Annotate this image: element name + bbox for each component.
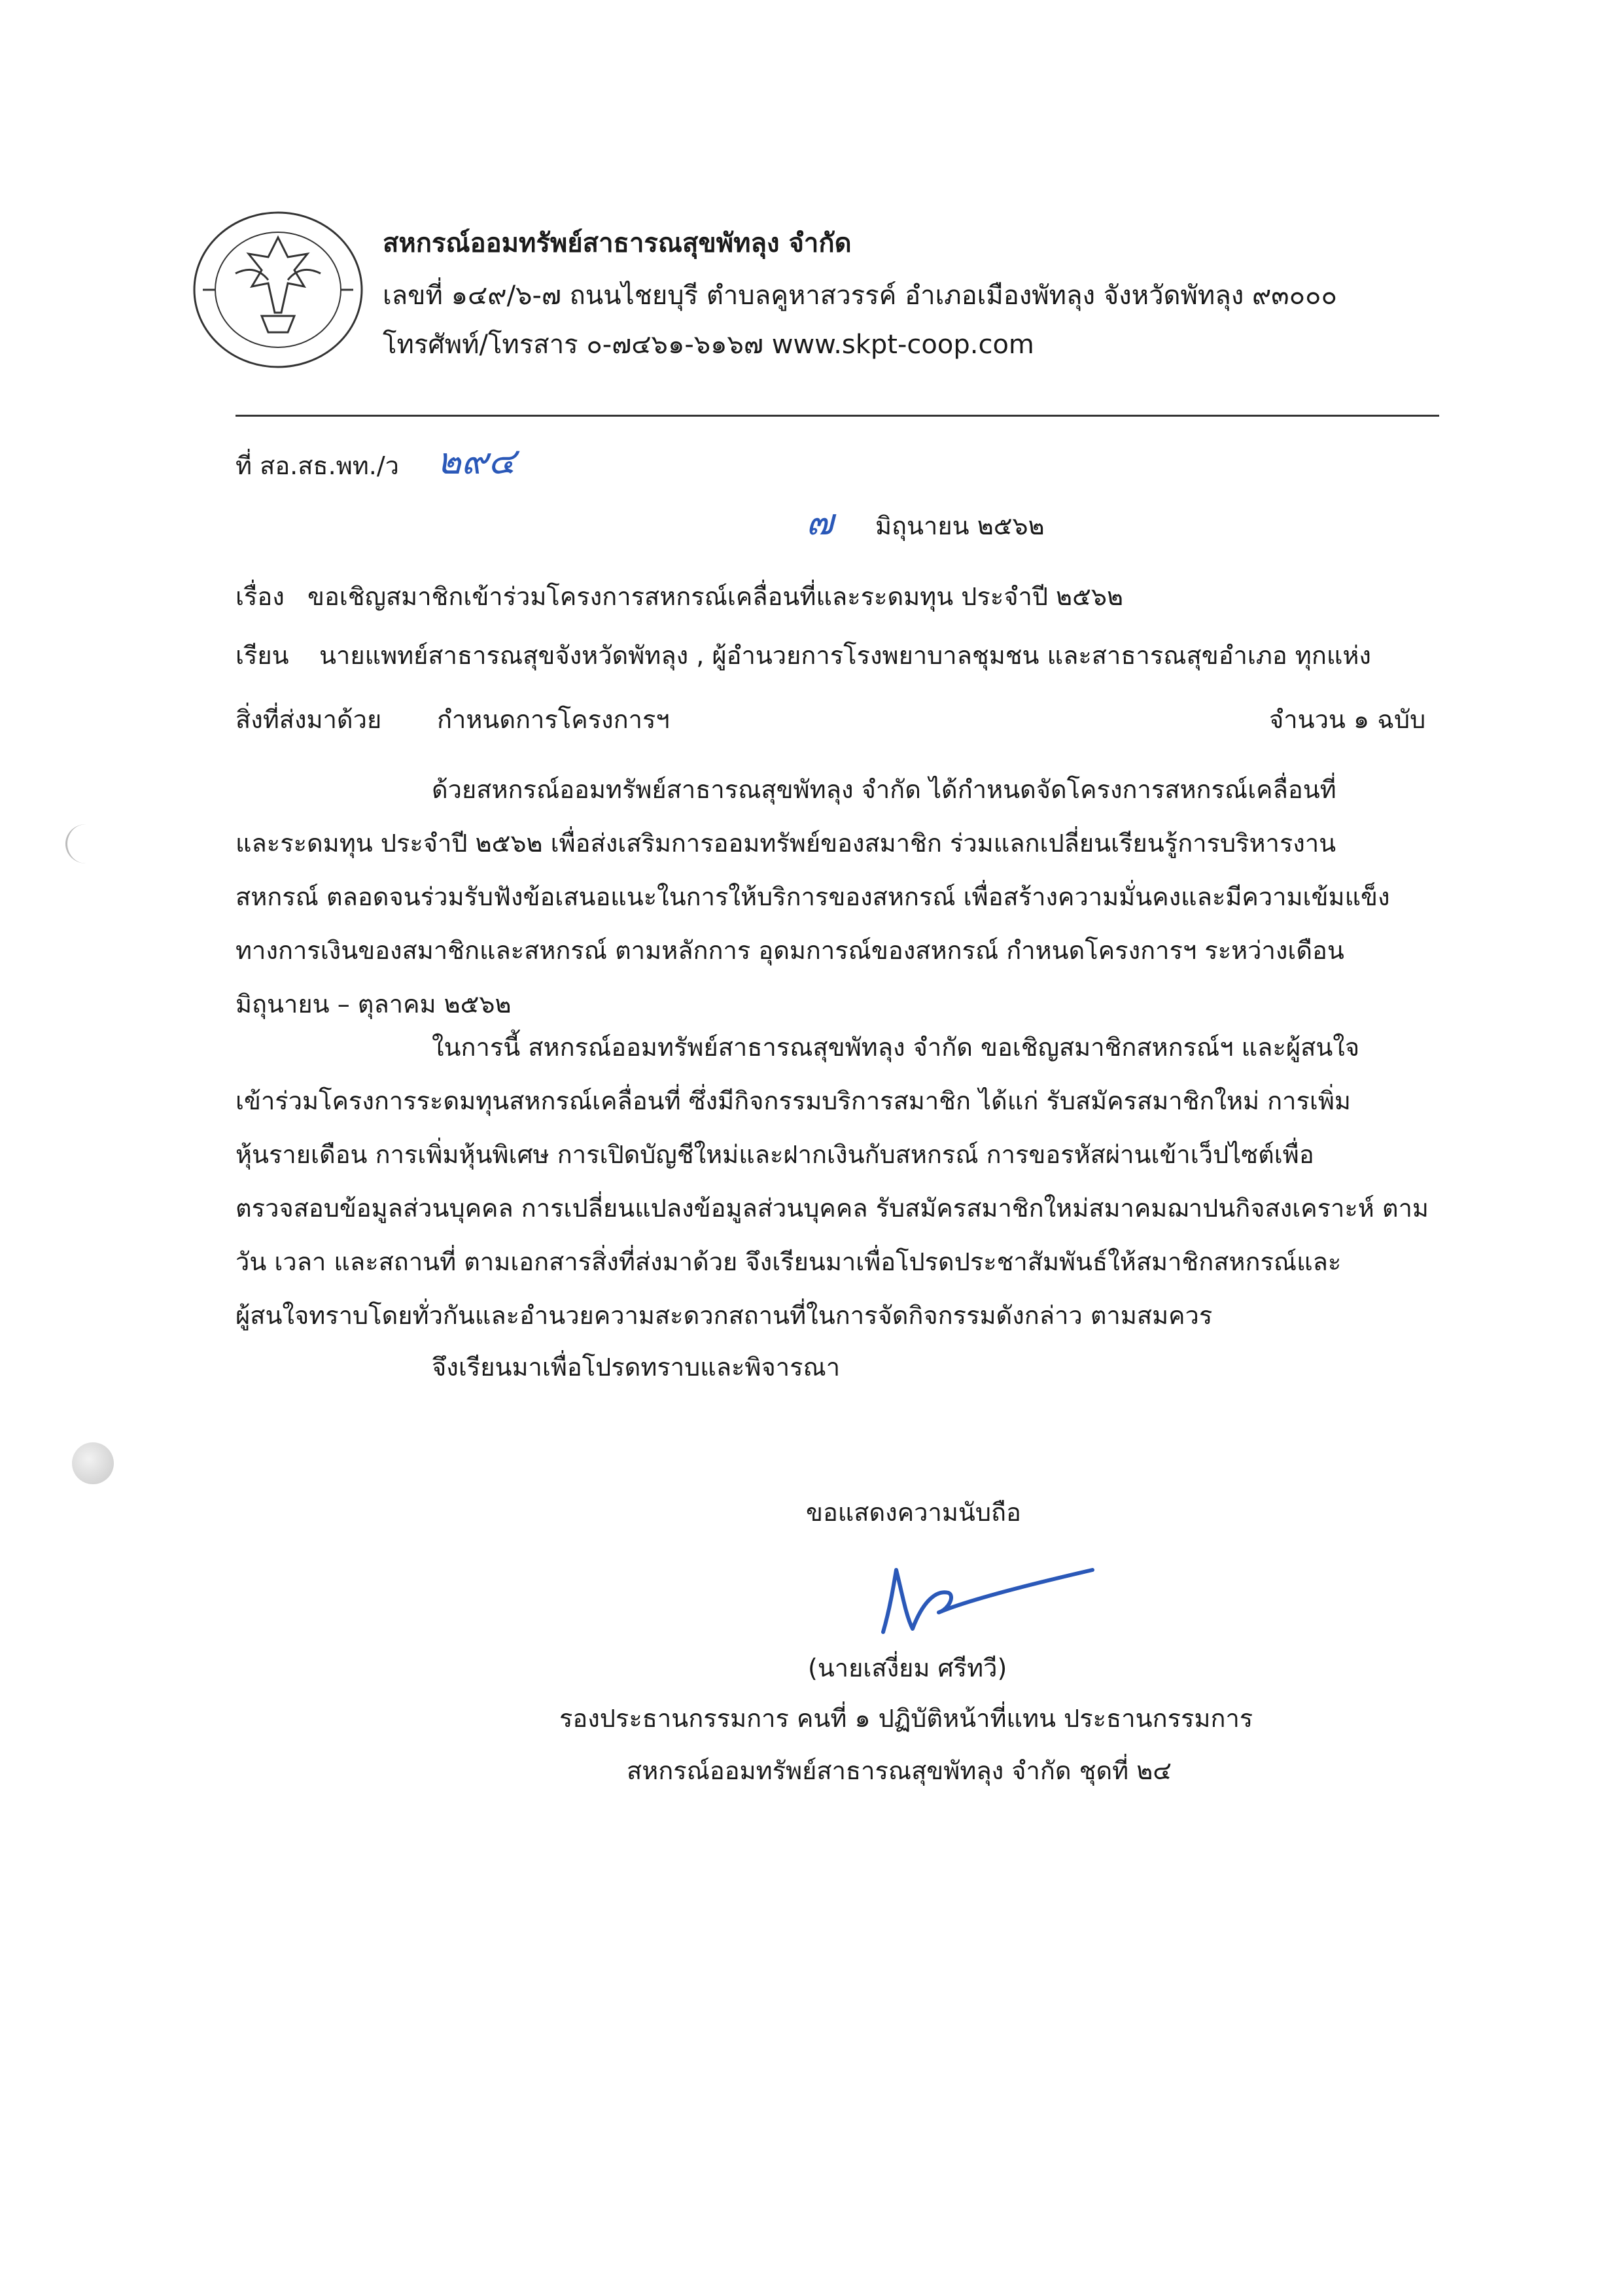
paragraph-2-line: เข้าร่วมโครงการระดมทุนสหกรณ์เคลื่อนที่ ซึ่งมีกิจกรรมบริการสมาชิก ได้แก่ รับสมัครสมาชิกใหม่ การเพิ่ม: [236, 1087, 1351, 1115]
hole-punch-mark: [65, 824, 107, 863]
enclosure-item: กำหนดการโครงการฯ: [437, 705, 670, 734]
signatory-name: (นายเสงี่ยม ศรีทวี): [808, 1654, 1007, 1682]
enclosure-quantity: จำนวน ๑ ฉบับ: [1269, 705, 1426, 734]
addressee-text: นายแพทย์สาธารณสุขจังหวัดพัทลุง , ผู้อำนวยการโรงพยาบาลชุมชน และสาธารณสุขอำเภอ ทุกแห่ง: [319, 641, 1371, 670]
paragraph-2-line: ผู้สนใจทราบโดยทั่วกันและอำนวยความสะดวกสถานที่ในการจัดกิจกรรมดังกล่าว ตามสมควร: [236, 1301, 1213, 1330]
date-month-year: มิถุนายน ๒๕๖๒: [875, 512, 1045, 540]
salutation: ขอแสดงความนับถือ: [806, 1498, 1021, 1527]
signature-scribble-icon: [877, 1544, 1112, 1642]
paragraph-1-line: และระดมทุน ประจำปี ๒๕๖๒ เพื่อส่งเสริมการออมทรัพย์ของสมาชิก ร่วมแลกเปลี่ยนเรียนรู้การบริหารงาน: [236, 829, 1336, 858]
seal-emblem-icon: [190, 208, 366, 372]
cooperative-seal: [190, 208, 366, 372]
paragraph-1-line: สหกรณ์ ตลอดจนร่วมรับฟังข้อเสนอแนะในการให้บริการของสหกรณ์ เพื่อสร้างความมั่นคงและมีความเข้มแข็ง: [236, 882, 1390, 911]
addressee-label: เรียน: [236, 641, 289, 670]
enclosure-label: สิ่งที่ส่งมาด้วย: [236, 705, 382, 734]
signatory-position-1: รองประธานกรรมการ คนที่ ๑ ปฏิบัติหน้าที่แทน ประธานกรรมการ: [559, 1704, 1253, 1733]
organization-contact: โทรศัพท์/โทรสาร ๐-๗๔๖๑-๖๑๖๗ www.skpt-coop.com: [383, 330, 1034, 360]
hole-punch-mark: [72, 1442, 114, 1484]
signatory-position-2: สหกรณ์ออมทรัพย์สาธารณสุขพัทลุง จำกัด ชุดที่ ๒๔: [627, 1756, 1172, 1785]
paragraph-1-line: ทางการเงินของสมาชิกและสหกรณ์ ตามหลักการ อุดมการณ์ของสหกรณ์ กำหนดโครงการฯ ระหว่างเดือน: [236, 936, 1344, 965]
date-day: ๗: [806, 501, 834, 544]
organization-name: สหกรณ์ออมทรัพย์สาธารณสุขพัทลุง จำกัด: [383, 228, 852, 258]
paragraph-1-line: ด้วยสหกรณ์ออมทรัพย์สาธารณสุขพัทลุง จำกัด ได้กำหนดจัดโครงการสหกรณ์เคลื่อนที่: [432, 775, 1336, 804]
paragraph-2-line: หุ้นรายเดือน การเพิ่มหุ้นพิเศษ การเปิดบัญชีใหม่และฝากเงินกับสหกรณ์ การขอรหัสผ่านเข้าเว็ปไซต์เพื่อ: [236, 1140, 1314, 1169]
subject-label: เรื่อง: [236, 582, 285, 611]
subject-text: ขอเชิญสมาชิกเข้าร่วมโครงการสหกรณ์เคลื่อนที่และระดมทุน ประจำปี ๒๕๖๒: [307, 582, 1124, 611]
organization-address: เลขที่ ๑๔๙/๖-๗ ถนนไชยบุรี ตำบลคูหาสวรรค์ อำเภอเมืองพัทลุง จังหวัดพัทลุง ๙๓๐๐๐: [383, 281, 1337, 311]
reference-label: ที่ สอ.สธ.พท./ว: [236, 451, 400, 480]
paragraph-1-line: มิถุนายน – ตุลาคม ๒๕๖๒: [236, 990, 512, 1018]
handwritten-signature: [877, 1544, 1112, 1642]
paragraph-2-line: ตรวจสอบข้อมูลส่วนบุคคล การเปลี่ยนแปลงข้อมูลส่วนบุคคล รับสมัครสมาชิกใหม่สมาคมฌาปนกิจสงเคราะห์ ตาม: [236, 1194, 1429, 1223]
body-paragraph-1: [236, 763, 1459, 1031]
paragraph-2-line: วัน เวลา และสถานที่ ตามเอกสารสิ่งที่ส่งมาด้วย จึงเรียนมาเพื่อโปรดประชาสัมพันธ์ให้สมาชิกสหกรณ์และ: [236, 1247, 1342, 1276]
reference-number: ๒๙๔: [437, 440, 516, 483]
header-divider: [236, 415, 1439, 417]
closing-request: จึงเรียนมาเพื่อโปรดทราบและพิจารณา: [432, 1353, 841, 1382]
body-paragraph-2: [236, 1020, 1459, 1342]
paragraph-2-line: ในการนี้ สหกรณ์ออมทรัพย์สาธารณสุขพัทลุง จำกัด ขอเชิญสมาชิกสหกรณ์ฯ และผู้สนใจ: [432, 1033, 1360, 1062]
